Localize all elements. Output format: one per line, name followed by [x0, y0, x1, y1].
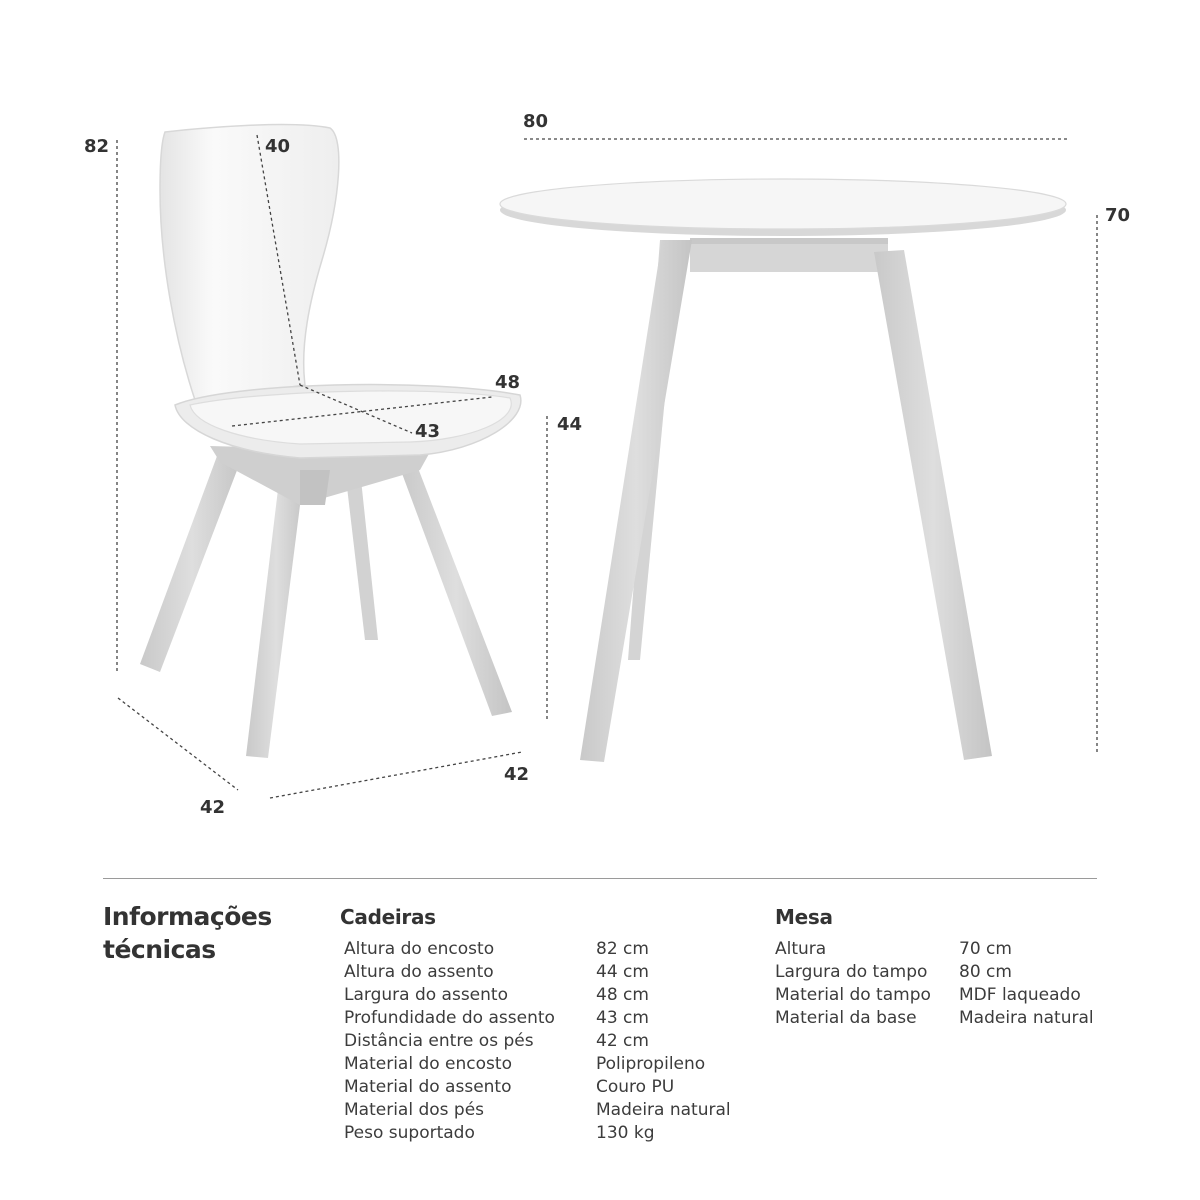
dim-leg-span-right: 42	[504, 764, 530, 785]
spec-value: 43 cm	[596, 1008, 649, 1028]
dim-seat-depth: 43	[415, 421, 441, 442]
specs-title-line1: Informações	[103, 902, 272, 931]
dim-table-height: 70	[1105, 205, 1131, 226]
spec-value: 70 cm	[959, 939, 1012, 959]
table-spec-list	[775, 938, 1175, 1030]
spec-label: Altura	[775, 939, 827, 959]
spec-value: 80 cm	[959, 962, 1012, 982]
spec-value: Madeira natural	[959, 1008, 1094, 1028]
spec-value: MDF laqueado	[959, 985, 1081, 1005]
spec-value: Polipropileno	[596, 1054, 706, 1074]
spec-value: 44 cm	[596, 962, 649, 982]
spec-row	[344, 1099, 764, 1122]
spec-row	[344, 1076, 764, 1099]
spec-value: 130 kg	[596, 1123, 655, 1143]
spec-label: Material dos pés	[344, 1100, 485, 1120]
spec-row	[775, 1007, 1175, 1030]
spec-value: 42 cm	[596, 1031, 649, 1051]
divider	[103, 878, 1097, 879]
chairs-heading: Cadeiras	[340, 905, 436, 929]
spec-row	[775, 938, 1175, 961]
spec-row	[344, 961, 764, 984]
dim-seat-width: 48	[495, 372, 521, 393]
spec-value: Couro PU	[596, 1077, 675, 1097]
spec-row	[344, 938, 764, 961]
specs-title-line2: técnicas	[103, 935, 216, 964]
dim-backrest-height: 40	[265, 136, 291, 157]
chair-illustration	[117, 125, 547, 798]
spec-label: Material do tampo	[775, 985, 931, 1005]
spec-label: Material do assento	[344, 1077, 512, 1097]
dim-leg-span-left: 42	[200, 797, 226, 818]
spec-label: Distância entre os pés	[344, 1031, 534, 1051]
spec-row	[344, 1007, 764, 1030]
specs-title	[103, 900, 272, 966]
spec-label: Largura do assento	[344, 985, 508, 1005]
spec-label: Altura do assento	[344, 962, 494, 982]
spec-value: 48 cm	[596, 985, 649, 1005]
spec-value: Madeira natural	[596, 1100, 731, 1120]
table-illustration	[500, 139, 1097, 762]
dim-chair-height: 82	[84, 136, 110, 157]
table-heading: Mesa	[775, 905, 833, 929]
spec-row	[775, 961, 1175, 984]
spec-label: Profundidade do assento	[344, 1008, 555, 1028]
spec-label: Largura do tampo	[775, 962, 928, 982]
spec-value: 82 cm	[596, 939, 649, 959]
spec-row	[344, 984, 764, 1007]
dim-seat-height: 44	[557, 414, 583, 435]
spec-row	[344, 1030, 764, 1053]
chairs-spec-list	[344, 938, 764, 1145]
spec-row	[344, 1122, 764, 1145]
spec-label: Material do encosto	[344, 1054, 512, 1074]
spec-label: Peso suportado	[344, 1123, 475, 1143]
spec-label: Altura do encosto	[344, 939, 495, 959]
spec-label: Material da base	[775, 1008, 917, 1028]
dim-table-width: 80	[523, 111, 549, 132]
spec-row	[775, 984, 1175, 1007]
spec-row	[344, 1053, 764, 1076]
